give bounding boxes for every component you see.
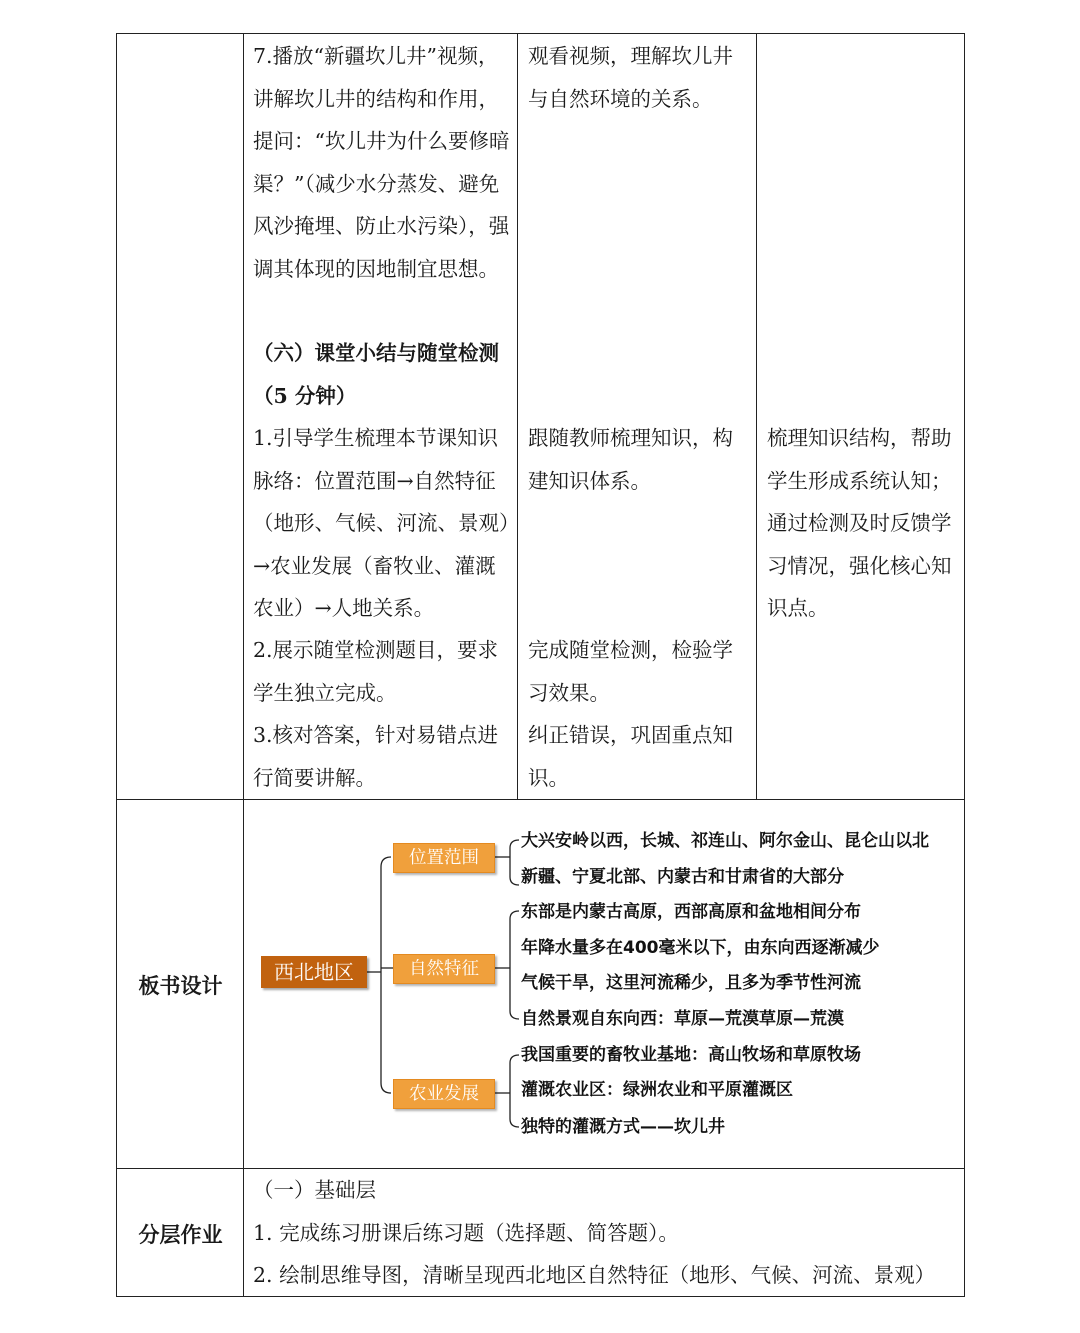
teacher-step-2: 2.展示随堂检测题目，要求学生独立完成。 [253,638,499,705]
teacher-step-1: 1.引导学生梳理本节课知识脉络：位置范围→自然特征（地形、气候、河流、景观）→农业发展（畜牧业、灌溉农业）→人地关系。 [253,426,510,620]
leaf-location-2: 新疆、宁夏北部、内蒙古和甘肃省的大部分 [521,867,844,887]
leaf-feature-1: 东部是内蒙古高原，西部高原和盆地相间分布 [521,902,861,922]
branch-agriculture: 农业发展 [393,1079,495,1109]
teacher-step-3: 3.核对答案，针对易错点进行简要讲解。 [253,723,499,790]
homework-level-heading: （一）基础层 [253,1178,376,1202]
mind-map-root: 西北地区 [261,956,367,988]
student-activity-test: 完成随堂检测，检验学习效果。 [528,638,733,705]
branch-location: 位置范围 [393,843,495,873]
section-heading-summary: （六）课堂小结与随堂检测（5 分钟） [253,341,499,408]
leaf-agriculture-1: 我国重要的畜牧业基地：高山牧场和草原牧场 [521,1045,861,1065]
homework-item-2: 2. 绘制思维导图，清晰呈现西北地区自然特征（地形、气候、河流、景观） [253,1263,936,1287]
branch-natural-features: 自然特征 [393,954,495,984]
board-design-label: 板书设计 [138,974,223,998]
leaf-feature-4: 自然景观自东向西：草原—荒漠草原—荒漠 [521,1009,844,1029]
leaf-feature-2: 年降水量多在400毫米以下，由东向西逐渐减少 [521,938,880,958]
homework-label: 分层作业 [138,1223,223,1247]
teacher-step-7: 7.播放“新疆坎儿井”视频，讲解坎儿井的结构和作用，提问：“坎儿井为什么要修暗渠？”（减少水分蒸发、避免风沙掩埋、防止水污染），强调其体现的因地制宜思想。 [253,44,510,281]
student-activity-video: 观看视频，理解坎儿井与自然环境的关系。 [528,44,733,111]
leaf-location-1: 大兴安岭以西，长城、祁连山、阿尔金山、昆仑山以北 [521,831,929,851]
leaf-agriculture-2: 灌溉农业区：绿洲农业和平原灌溉区 [521,1080,793,1100]
homework-item-1: 1. 完成练习册课后练习题（选择题、简答题）。 [253,1221,679,1245]
student-activity-correct: 纠正错误，巩固重点知识。 [528,723,733,790]
leaf-feature-3: 气候干旱，这里河流稀少，且多为季节性河流 [521,973,861,993]
student-activity-review: 跟随教师梳理知识，构建知识体系。 [528,426,733,493]
leaf-agriculture-3: 独特的灌溉方式——坎儿井 [521,1117,725,1137]
design-intent: 梳理知识结构，帮助学生形成系统认知；通过检测及时反馈学习情况，强化核心知识点。 [767,426,952,620]
